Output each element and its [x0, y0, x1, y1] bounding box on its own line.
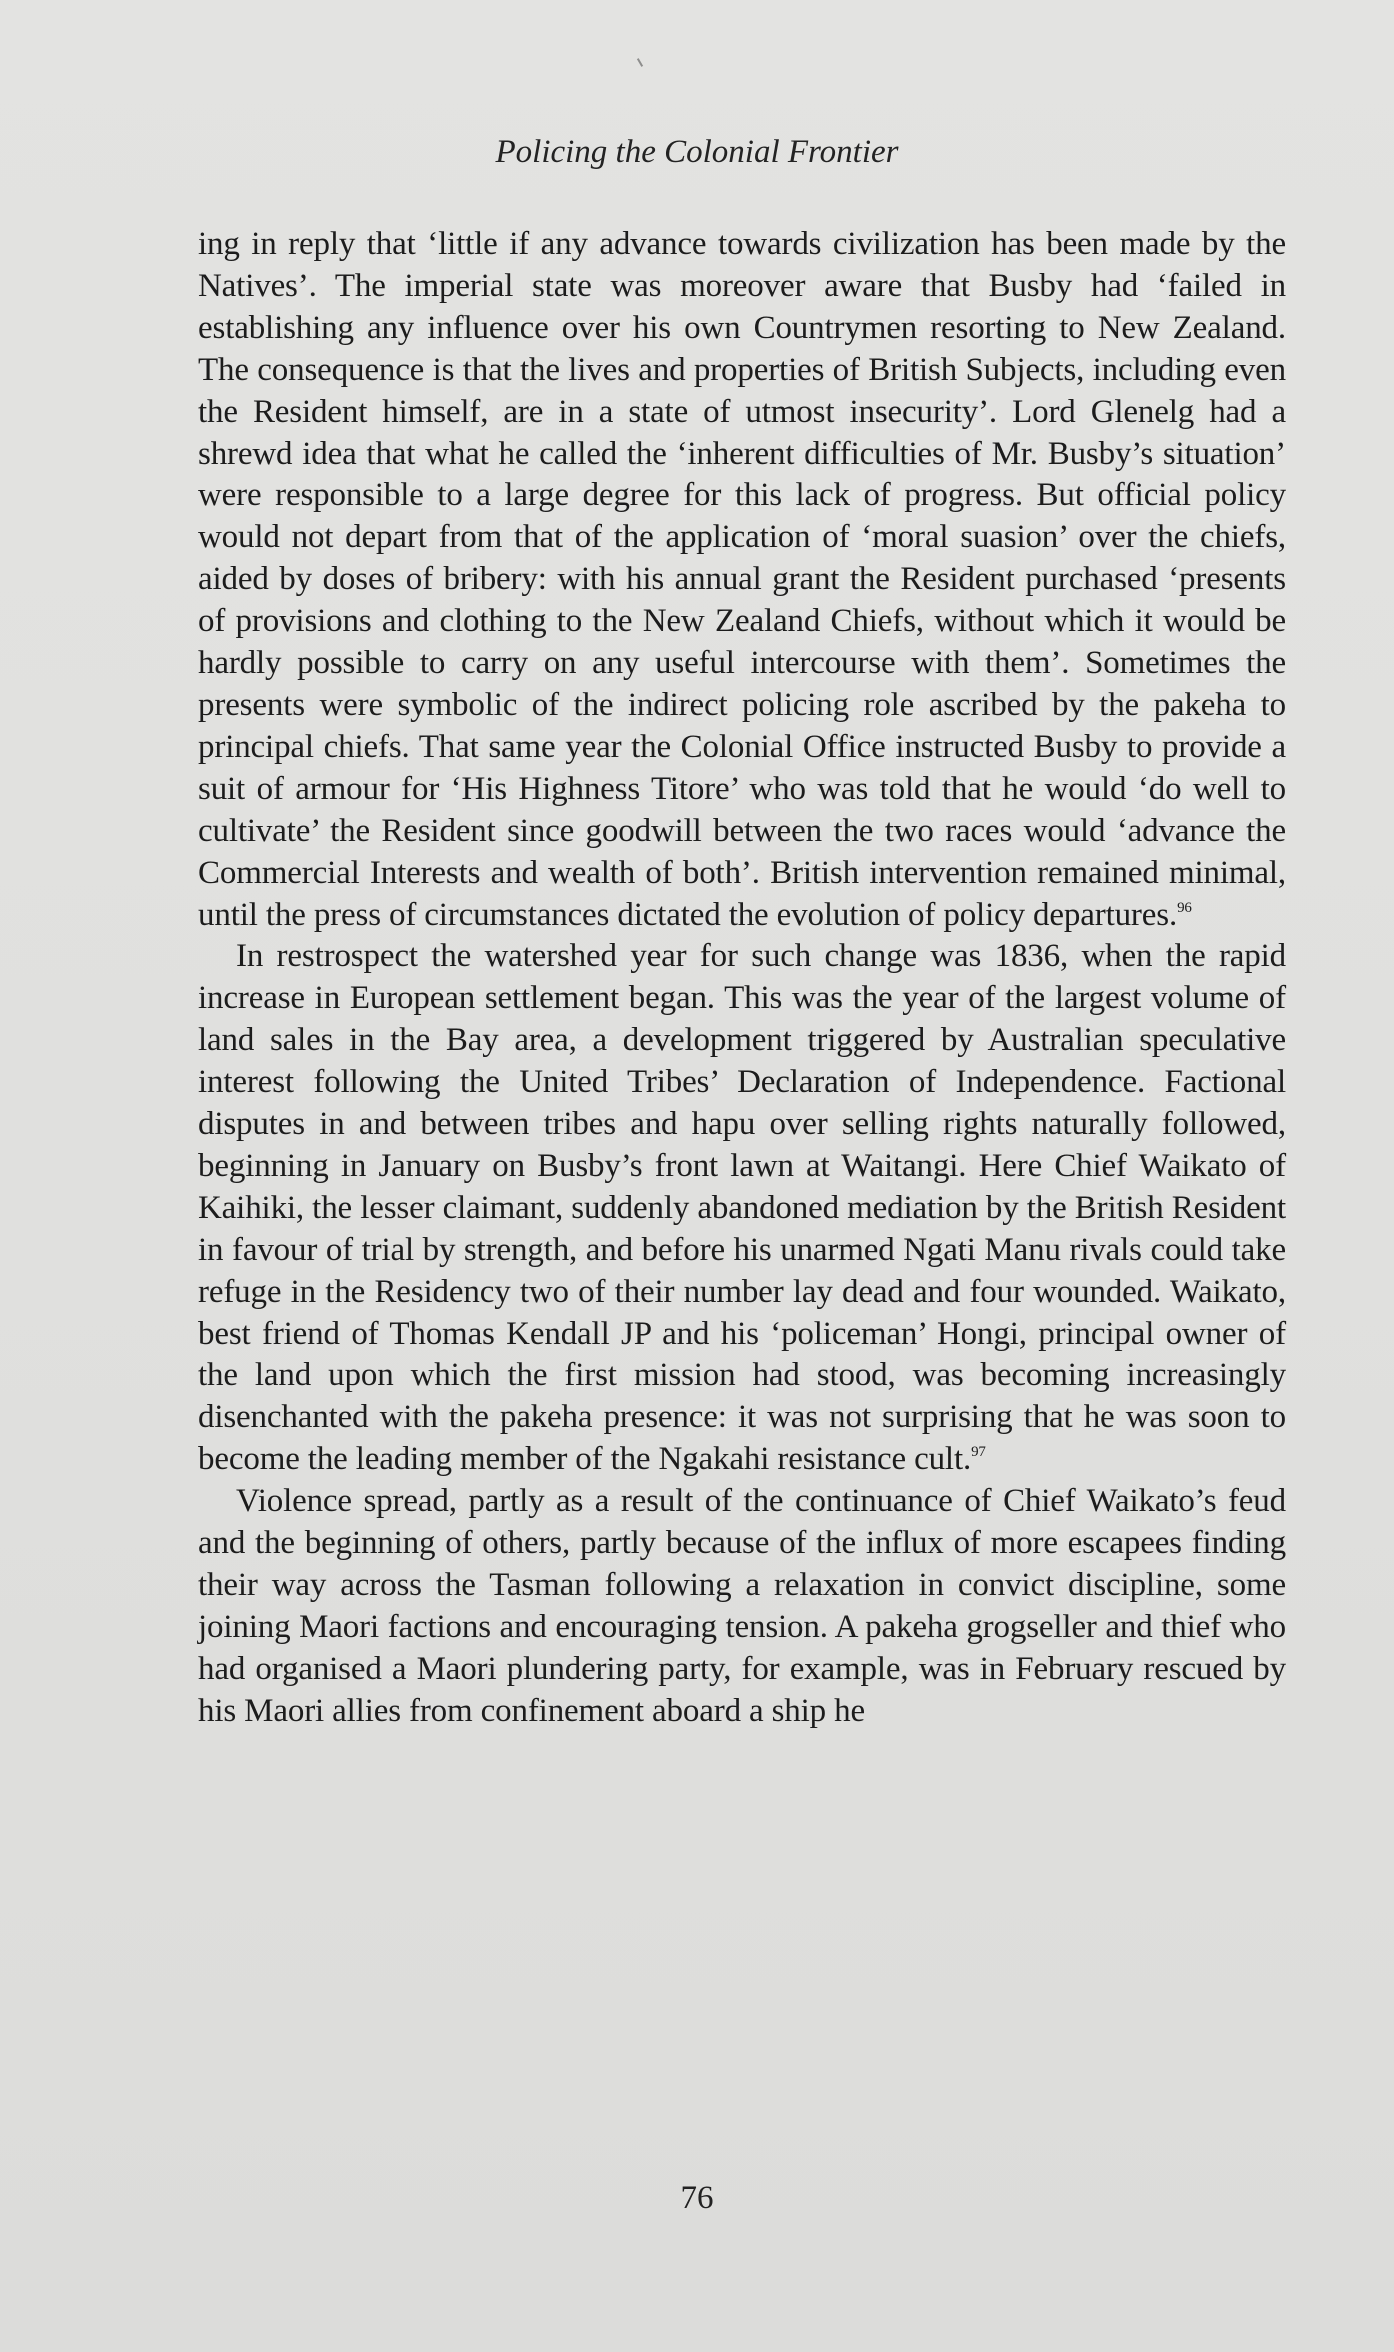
paragraph-1-text: ing in reply that ‘little if any advance towards civilization has been made by the Natives’. The imperial state was moreover aware that Busby had ‘failed in establishing any influence over his own Countrymen resorting to New Zealand. The consequence is that the lives and properties of British Subjects, including even the Resident himself, are in a state of utmost insecurity’. Lord Glenelg had a shrewd idea that what he called the ‘inherent difficulties of Mr. Busby’s situation’ were responsible to a large degree for this lack of progress. But official policy would not depart from that of the application of ‘moral suasion’ over the chiefs, aided by doses of bribery: with his annual grant the Resident purchased ‘presents of provisions and clothing to the New Zealand Chiefs, without which it would be hardly possible to carry on any useful intercourse with them’. Sometimes the presents were symbolic of the indirect policing role ascribed by the pakeha to principal chiefs. That same year the Colonial Office instructed Busby to provide a suit of armour for ‘His Highness Titore’ who was told that he would ‘do well to cultivate’ the Resident since goodwill between the two races would ‘advance the Commercial Interests and wealth of both’. British intervention remained minimal, until the press of circumstances dictated the evolution of policy departures.	[198, 226, 1286, 933]
paragraph-2	[198, 936, 1286, 1481]
paragraph-3-text: Violence spread, partly as a result of the continuance of Chief Waikato’s feud and the beginning of others, partly because of the influx of more escapees finding their way across the Tasman following a relaxation in convict discipline, some joining Maori factions and encouraging tension. A pakeha grogseller and thief who had organised a Maori plundering party, for example, was in February rescued by his Maori allies from confinement aboard a ship he	[198, 1483, 1286, 1729]
page-speck	[637, 58, 643, 67]
paragraph-3	[198, 1481, 1286, 1732]
page-number: 76	[680, 2180, 714, 2216]
paragraph-1	[198, 224, 1286, 936]
paragraph-2-text: In restrospect the watershed year for such change was 1836, when the rapid increase in European settlement began. This was the year of the largest volume of land sales in the Bay area, a development triggered by Australian speculative interest following the United Tribes’ Declaration of Independence. Factional disputes in and between tribes and hapu over selling rights naturally followed, beginning in January on Busby’s front lawn at Waitangi. Here Chief Waikato of Kaihiki, the lesser claimant, suddenly abandoned mediation by the British Resident in favour of trial by strength, and before his unarmed Ngati Manu rivals could take refuge in the Residency two of their number lay dead and four wounded. Waikato, best friend of Thomas Kendall JP and his ‘policeman’ Hongi, principal owner of the land upon which the first mission had stood, was becoming increasingly disenchanted with the pakeha presence: it was not surprising that he was soon to become the leading member of the Ngakahi resistance cult.	[198, 938, 1286, 1478]
footnote-ref-97: 97	[971, 1444, 986, 1461]
body-text	[198, 224, 1286, 1733]
footnote-ref-96: 96	[1177, 899, 1192, 916]
running-head: Policing the Colonial Frontier	[495, 134, 899, 170]
